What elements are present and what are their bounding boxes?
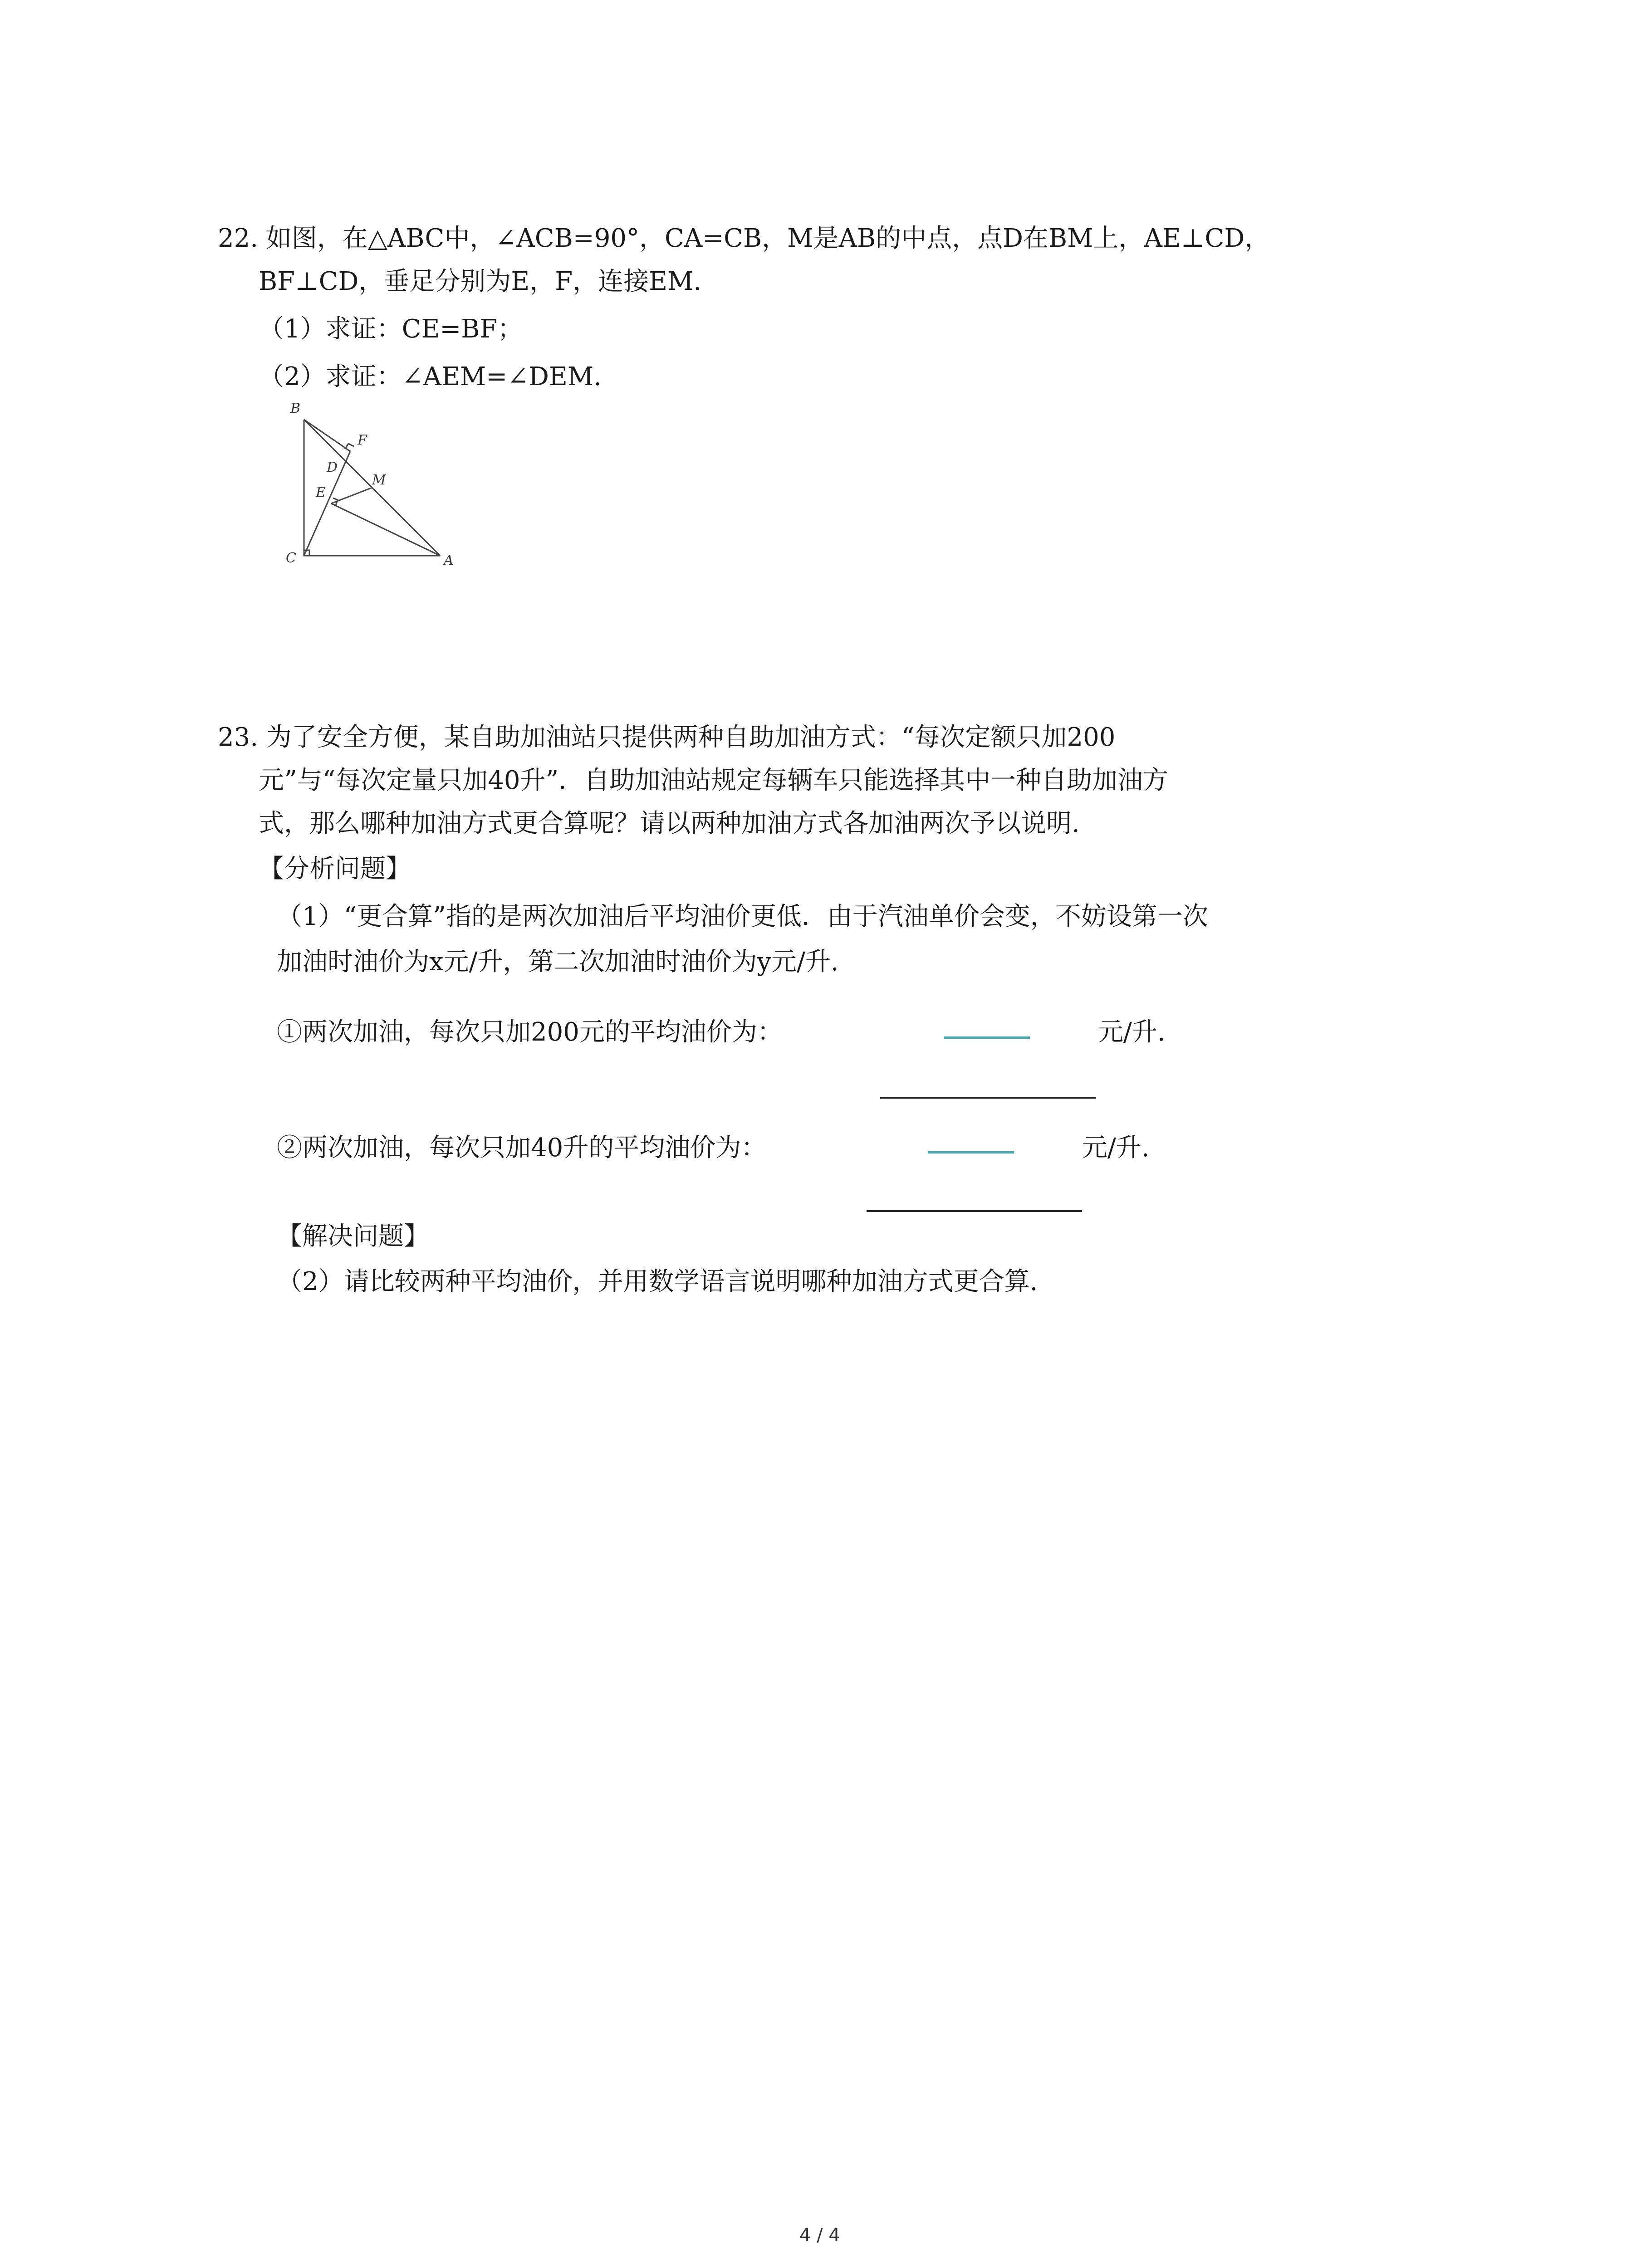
label-a: A bbox=[444, 552, 454, 568]
solve-line: （2）请比较两种平均油价，并用数学语言说明哪种加油方式更合算. bbox=[277, 1267, 1038, 1296]
solve-heading: 【解决问题】 bbox=[277, 1222, 429, 1251]
q22-part-2: （2）求证：∠AEM=∠DEM. bbox=[259, 362, 602, 391]
label-d: D bbox=[327, 459, 338, 475]
item-1-prefix: ①两次加油，每次只加200元的平均油价为： bbox=[277, 1017, 783, 1047]
item-2-prefix: ②两次加油，每次只加40升的平均油价为： bbox=[277, 1133, 767, 1163]
label-e: E bbox=[316, 484, 326, 500]
item-2-unit: 元/升. bbox=[1082, 1133, 1150, 1163]
label-m: M bbox=[372, 472, 386, 488]
item-2-answer-blank[interactable] bbox=[867, 1210, 1082, 1212]
geometry-figure bbox=[281, 399, 472, 581]
label-b: B bbox=[290, 401, 301, 416]
q23-line-2: 元”与“每次定量只加40升”．自助加油站规定每辆车只能选择其中一种自助加油方 bbox=[259, 766, 1169, 795]
item-1-fraction-bar[interactable] bbox=[944, 1036, 1030, 1039]
label-c: C bbox=[286, 550, 296, 566]
item-1-unit: 元/升. bbox=[1098, 1017, 1166, 1047]
label-f: F bbox=[358, 432, 367, 448]
page-number: 4 / 4 bbox=[799, 2225, 840, 2246]
analysis-heading: 【分析问题】 bbox=[259, 854, 411, 884]
analysis-line-2: 加油时油价为x元/升，第二次加油时油价为y元/升. bbox=[277, 947, 839, 977]
q23-line-1: 23. 为了安全方便，某自助加油站只提供两种自助加油方式：“每次定额只加200 bbox=[218, 723, 1116, 752]
analysis-line-1: （1）“更合算”指的是两次加油后平均油价更低．由于汽油单价会变，不妨设第一次 bbox=[277, 902, 1208, 931]
q22-part-1: （1）求证：CE=BF； bbox=[259, 314, 523, 344]
q23-line-3: 式，那么哪种加油方式更合算呢？请以两种加油方式各加油两次予以说明. bbox=[259, 809, 1080, 838]
q22-line-1: 22. 如图，在△ABC中，∠ACB=90°，CA=CB，M是AB的中点，点D在BM上，AE⊥CD， bbox=[218, 224, 1270, 253]
item-1-answer-blank[interactable] bbox=[880, 1097, 1096, 1099]
item-2-fraction-bar[interactable] bbox=[928, 1151, 1014, 1154]
q22-line-2: BF⊥CD，垂足分别为E，F，连接EM. bbox=[259, 267, 702, 296]
